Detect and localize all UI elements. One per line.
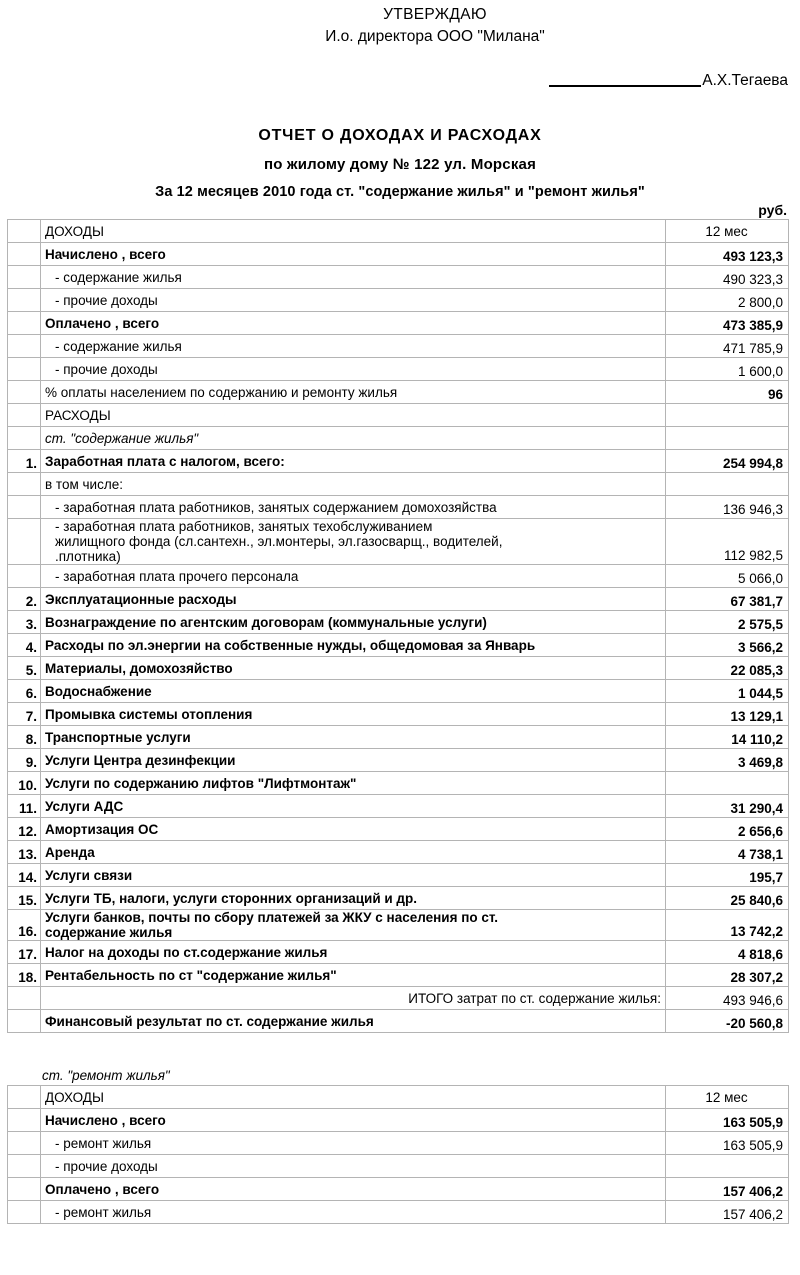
table-row [8,358,789,381]
table-row [8,887,789,910]
row-number-cell [8,565,41,588]
row-label-cell: - заработная плата прочего персонала [41,565,666,588]
row-label-cell: Материалы, домохозяйство [41,657,666,680]
row-label-cell: РАСХОДЫ [41,404,666,427]
row-value-cell: 112 982,5 [666,519,789,565]
page-title: ОТЧЕТ О ДОХОДАХ И РАСХОДАХ [258,127,542,144]
row-number-cell: 6. [8,680,41,703]
row-value-cell: 5 066,0 [666,565,789,588]
row-value-cell: 4 818,6 [666,941,789,964]
row-label-cell: Аренда [41,841,666,864]
row-number-cell: 1. [8,450,41,473]
row-label-cell: Промывка системы отопления [41,703,666,726]
row-value-cell: 2 800,0 [666,289,789,312]
row-value-cell: 157 406,2 [666,1201,789,1224]
row-number-cell: 8. [8,726,41,749]
row-number-cell [8,987,41,1010]
row-value-cell [666,1155,789,1178]
row-value-cell: 1 044,5 [666,680,789,703]
table-row [8,657,789,680]
row-number-cell [8,404,41,427]
row-value-cell: 3 566,2 [666,634,789,657]
approval-block [0,0,800,89]
approval-director-line: И.о. директора ООО "Милана" [325,28,545,45]
row-value-cell: 2 656,6 [666,818,789,841]
row-number-cell [8,473,41,496]
table-row [8,312,789,335]
table-row [8,703,789,726]
table-row [8,1155,789,1178]
row-label-cell: Услуги связи [41,864,666,887]
section-gap [0,1033,800,1061]
repair-section-caption: ст. "ремонт жилья" [42,1068,170,1083]
row-number-cell [8,519,41,565]
table-row [8,243,789,266]
row-label-cell: - прочие доходы [41,358,666,381]
signature-name: А.Х.Тегаева [702,72,788,89]
row-label-cell: - содержание жилья [41,335,666,358]
row-value-cell: 28 307,2 [666,964,789,987]
row-number-cell [8,1155,41,1178]
row-number-cell: 7. [8,703,41,726]
row-value-cell: 67 381,7 [666,588,789,611]
table-header-row [8,220,789,243]
row-label-cell: Услуги АДС [41,795,666,818]
row-value-cell: 493 123,3 [666,243,789,266]
table-row [8,519,789,565]
row-number-cell [8,381,41,404]
row-value-cell [666,427,789,450]
row-label-cell: ст. "содержание жилья" [41,427,666,450]
header-label-cell: ДОХОДЫ [41,220,666,243]
signature-row [0,68,788,89]
table-row [8,565,789,588]
row-label-cell: Расходы по эл.энергии на собственные нужды, общедомовая за Январь [41,634,666,657]
row-value-cell: 471 785,9 [666,335,789,358]
row-label-cell: Рентабельность по ст "содержание жилья" [41,964,666,987]
table-row [8,496,789,519]
row-label-cell: - ремонт жилья [41,1201,666,1224]
row-label-cell: Услуги по содержанию лифтов "Лифтмонтаж" [41,772,666,795]
row-value-cell: 14 110,2 [666,726,789,749]
row-label-cell: - прочие доходы [41,289,666,312]
row-label-cell: % оплаты населением по содержанию и ремонту жилья [41,381,666,404]
row-number-cell: 10. [8,772,41,795]
row-label-cell: - заработная плата работников, занятых содержанием домохозяйства [41,496,666,519]
row-value-cell: 31 290,4 [666,795,789,818]
row-label-cell: Услуги Центра дезинфекции [41,749,666,772]
row-label-cell: Вознаграждение по агентским договорам (коммунальные услуги) [41,611,666,634]
row-value-cell: 13 129,1 [666,703,789,726]
row-label-cell: Услуги ТБ, налоги, услуги сторонних организаций и др. [41,887,666,910]
table-row [8,818,789,841]
row-value-cell [666,772,789,795]
row-number-cell [8,335,41,358]
header-value-cell: 12 мес [666,220,789,243]
row-value-cell: 1 600,0 [666,358,789,381]
row-label-cell: - ремонт жилья [41,1132,666,1155]
table-row [8,335,789,358]
header-num-cell [8,1086,41,1109]
row-label-cell: ИТОГО затрат по ст. содержание жилья: [41,987,666,1010]
row-number-cell [8,1132,41,1155]
row-number-cell [8,1010,41,1033]
table-row [8,1010,789,1033]
table2-body [8,1086,789,1224]
row-number-cell: 16. [8,910,41,941]
table1-body [8,220,789,1033]
table-row [8,404,789,427]
row-value-cell: 490 323,3 [666,266,789,289]
signature-line [549,68,701,87]
table-row [8,910,789,941]
table-row [8,1201,789,1224]
row-value-cell: 2 575,5 [666,611,789,634]
document-subtitle: по жилому дому № 122 ул. Морская [263,156,537,173]
row-number-cell [8,243,41,266]
table-row [8,611,789,634]
units-label: руб. [758,202,787,218]
table-row [8,680,789,703]
row-number-cell: 4. [8,634,41,657]
row-value-cell: 493 946,6 [666,987,789,1010]
table-row [8,841,789,864]
table-row [8,427,789,450]
row-label-cell: Заработная плата с налогом, всего: [41,450,666,473]
row-label-cell: Транспортные услуги [41,726,666,749]
table-row [8,772,789,795]
row-number-cell [8,1178,41,1201]
table-row [8,795,789,818]
table-row [8,964,789,987]
document-title-block [0,127,800,200]
row-value-cell: 4 738,1 [666,841,789,864]
table-row [8,1109,789,1132]
table-row [8,588,789,611]
row-label-cell: в том числе: [41,473,666,496]
row-value-cell: 195,7 [666,864,789,887]
table-row [8,450,789,473]
row-number-cell: 14. [8,864,41,887]
row-label-cell: Начислено , всего [41,243,666,266]
header-label-cell: ДОХОДЫ [41,1086,666,1109]
row-value-cell: 163 505,9 [666,1109,789,1132]
row-label-cell: - содержание жилья [41,266,666,289]
row-value-cell: 22 085,3 [666,657,789,680]
table-row [8,726,789,749]
repair-income-table [7,1085,789,1224]
row-label-cell: Налог на доходы по ст.содержание жилья [41,941,666,964]
row-label-cell: Оплачено , всего [41,1178,666,1201]
row-value-cell: 136 946,3 [666,496,789,519]
row-value-cell: 157 406,2 [666,1178,789,1201]
row-number-cell [8,1109,41,1132]
row-number-cell [8,427,41,450]
row-value-cell [666,404,789,427]
row-number-cell [8,289,41,312]
row-number-cell [8,266,41,289]
table-row [8,473,789,496]
income-expense-table [7,219,789,1033]
row-number-cell: 3. [8,611,41,634]
row-label-cell: Финансовый результат по ст. содержание жилья [41,1010,666,1033]
row-number-cell [8,312,41,335]
row-number-cell: 13. [8,841,41,864]
row-value-cell: 473 385,9 [666,312,789,335]
table-row [8,634,789,657]
row-number-cell: 11. [8,795,41,818]
header-value-cell: 12 мес [666,1086,789,1109]
row-value-cell: 163 505,9 [666,1132,789,1155]
row-number-cell: 17. [8,941,41,964]
row-value-cell: 3 469,8 [666,749,789,772]
table-row [8,941,789,964]
document-period: За 12 месяцев 2010 года ст. "содержание жилья" и "ремонт жилья" [155,184,645,200]
row-value-cell: 254 994,8 [666,450,789,473]
row-label-cell: - заработная плата работников, занятых техобслуживанием жилищного фонда (сл.сантехн., эл.монтеры, эл.газосварщ., водителей, .плотника) [41,519,666,565]
table-row [8,1178,789,1201]
header-num-cell [8,220,41,243]
table-row [8,289,789,312]
row-label-cell: Оплачено , всего [41,312,666,335]
row-number-cell: 2. [8,588,41,611]
row-value-cell: 13 742,2 [666,910,789,941]
row-number-cell [8,496,41,519]
row-value-cell: 96 [666,381,789,404]
row-label-cell: Водоснабжение [41,680,666,703]
approval-heading: УТВЕРЖДАЮ [383,6,487,23]
row-value-cell: -20 560,8 [666,1010,789,1033]
table-row [8,381,789,404]
row-label-cell: Начислено , всего [41,1109,666,1132]
row-number-cell: 15. [8,887,41,910]
table-header-row [8,1086,789,1109]
row-value-cell: 25 840,6 [666,887,789,910]
row-value-cell [666,473,789,496]
row-number-cell: 5. [8,657,41,680]
row-number-cell: 9. [8,749,41,772]
row-label-cell: Услуги банков, почты по сбору платежей за ЖКУ с населения по ст. содержание жилья [41,910,666,941]
table-row [8,987,789,1010]
table-row [8,749,789,772]
table-row [8,1132,789,1155]
row-number-cell [8,1201,41,1224]
row-number-cell: 18. [8,964,41,987]
row-label-cell: - прочие доходы [41,1155,666,1178]
table-row [8,266,789,289]
row-number-cell [8,358,41,381]
row-label-cell: Эксплуатационные расходы [41,588,666,611]
row-number-cell: 12. [8,818,41,841]
table-row [8,864,789,887]
row-label-cell: Амортизация ОС [41,818,666,841]
